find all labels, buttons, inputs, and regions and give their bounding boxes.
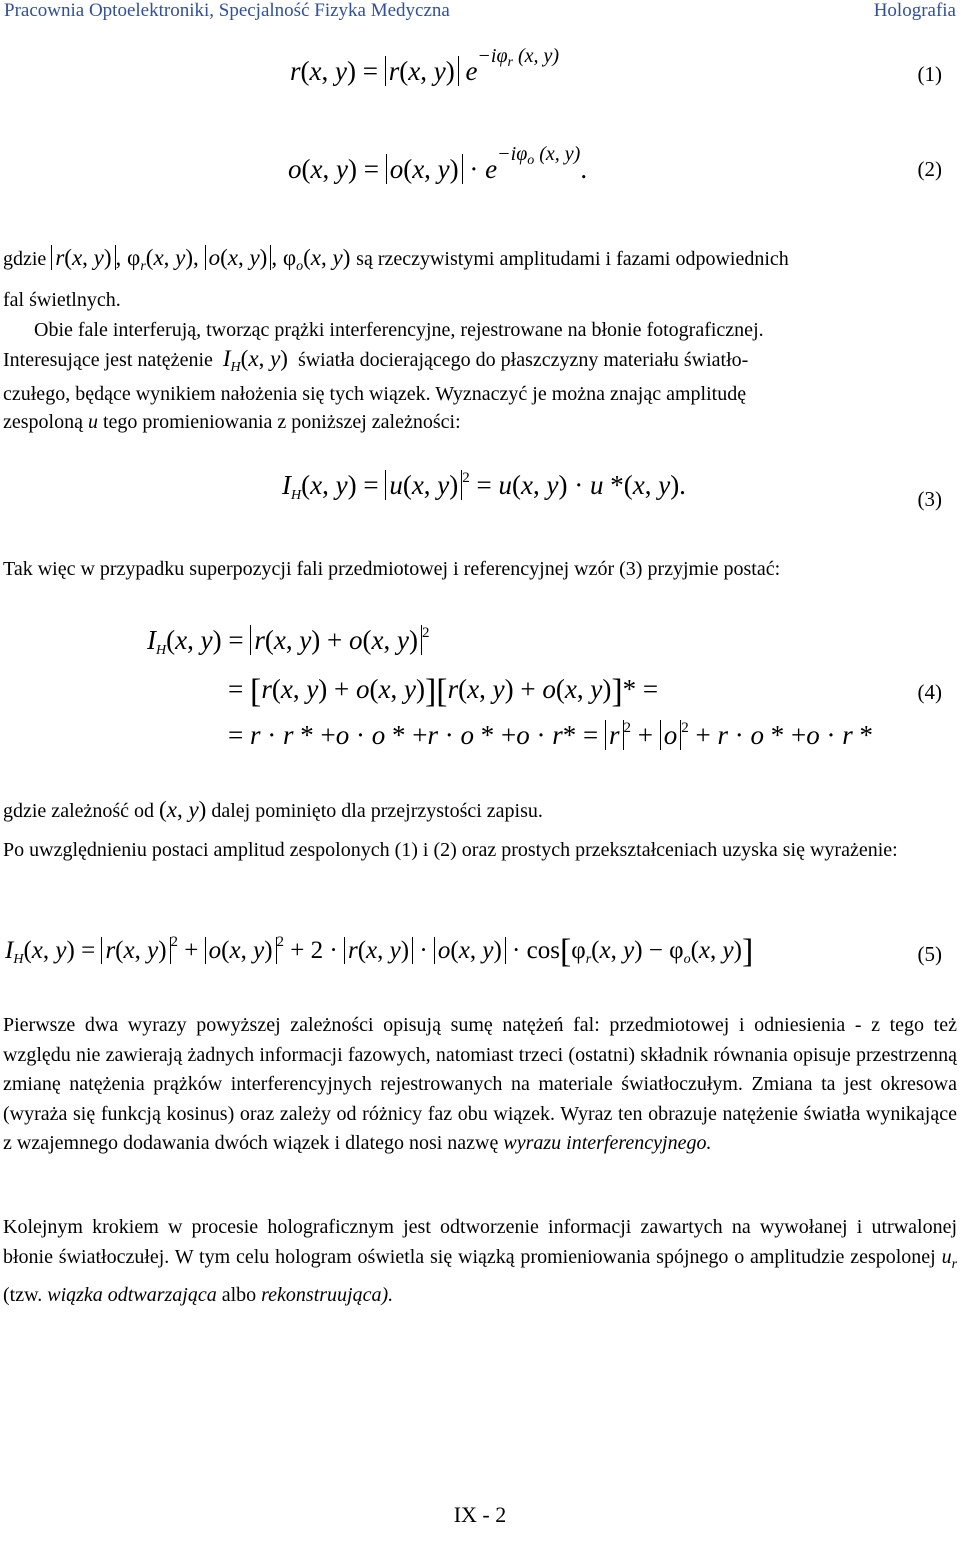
equation-2: o(x, y) = o(x, $y) \cdot e^{-i\varphi_o (x, y)}$. xyxy=(288,143,588,184)
equation-4-line2: = [r(x, y) + o(x, y)][r(x, y) + o(x, y)]* = xyxy=(228,673,659,710)
equation-5: $I_H(x$, y) = r(x, y) $^2$ + o(x, y) $^2$ + 2 · r(x, y) · o(x, $y) \cdot \cos[\varphi_r(x$, $y) - \varphi_o(x$, y)] xyxy=(5,933,754,970)
paragraph-tak-wiec: Tak więc w przypadku superpozycji fali przedmiotowej i referencyjnej wzór (3) przyjmie postać: xyxy=(3,558,781,580)
equation-4-number: (4) xyxy=(917,680,942,704)
equation-1: r(x, y) = r(x, y) $e^{-i\varphi_r (x, y)}$ xyxy=(290,45,560,86)
equation-3-number: (3) xyxy=(917,487,942,511)
paragraph-czulego: czułego, będące wynikiem nałożenia się tych wiązek. Wyznaczyć je można znając amplitudę xyxy=(3,383,747,405)
equation-1-number: (1) xyxy=(917,62,942,86)
equation-3: $I_H(x$, y) = u(x, y) $^2$ = u(x, y) · u *(x, y). xyxy=(282,470,686,503)
paragraph-kolejnym: Kolejnym krokiem w procesie holograficznym jest odtworzenie informacji zawartych na wywołanej i utrwalonej błonie światłoczułej. W tym celu hologram oświetla się wiązką promieniowania spójnego o amplitudzie zespolonej $u_r$ (tzw. wiązka odtwarzająca albo rekonstruująca). xyxy=(3,1216,958,1306)
header-course-title: Pracownia Optoelektroniki, Specjalność Fizyka Medyczna xyxy=(4,0,450,21)
paragraph-po-uwzglednieniu: Po uwzględnieniu postaci amplitud zespolonych (1) i (2) oraz prostych przekształceniach uzyska się wyrażenie: xyxy=(3,839,898,861)
paragraph-gdzie-zaleznosc: gdzie zależność od (x, y) dalej pominięto dla przejrzystości zapisu. xyxy=(3,797,543,822)
header-topic: Holografia xyxy=(873,0,956,21)
paragraph-obie-fale: Obie fale interferują, tworząc prążki interferencyjne, rejestrowane na błonie fotograficznej. xyxy=(34,319,764,341)
page-number: IX - 2 xyxy=(453,1502,507,1527)
equation-4-line3: = r · r * +o · o * +r · o * +o · r* = r $^2$ + o $^2$ + r · o * +o · r * xyxy=(228,720,873,750)
inline-math-amplitudes-phases: r(x, y) , $\varphi_r(x$, y), o(x, y) , $\varphi_o(x$, y) xyxy=(51,245,356,270)
paragraph-interesujace: Interesujące jest natężenie $I_H(x$, y) światła docierającego do płaszczyzny materiału światło- xyxy=(3,346,749,375)
inline-math-intensity: $I_H(x$, y) xyxy=(222,346,288,375)
inline-math-xy: (x, y) xyxy=(159,797,207,822)
paragraph-gdzie-line2: fal świetlnych. xyxy=(3,289,121,311)
paragraph-zespolona: zespoloną u tego promieniowania z poniższej zależności: xyxy=(3,411,461,433)
paragraph-pierwsze-dwa: Pierwsze dwa wyrazy powyższej zależności opisują sumę natężeń fal: przedmiotowej i odniesienia - z tego też względu nie zawierają żadnych informacji fazowych, natomiast trzeci (ostatni) składnik równania opisuje przestrzenną zmianę natężenia prążków interferencyjnych rejestrowanych na materiale światłoczułym. Zmiana ta jest okresowa (wyraża się funkcją kosinus) oraz zależy od różnicy faz obu wiązek. Wyraz ten obrazuje natężenie światła wynikające z wzajemnego dodawania dwóch wiązek i dlatego nosi nazwę wyrazu interferencyjnego. xyxy=(3,1014,957,1154)
equation-2-number: (2) xyxy=(917,157,942,181)
equation-5-number: (5) xyxy=(917,942,942,966)
paragraph-gdzie: gdzie r(x, y) , $\varphi_r(x$, y), o(x, y) , $\varphi_o(x$, y) są rzeczywistymi amplitudami i fazami odpowiednich xyxy=(3,245,789,274)
equation-4-line1: $I_H(x$, y) = r(x, y) + o(x, y) $^2$ xyxy=(147,625,430,658)
